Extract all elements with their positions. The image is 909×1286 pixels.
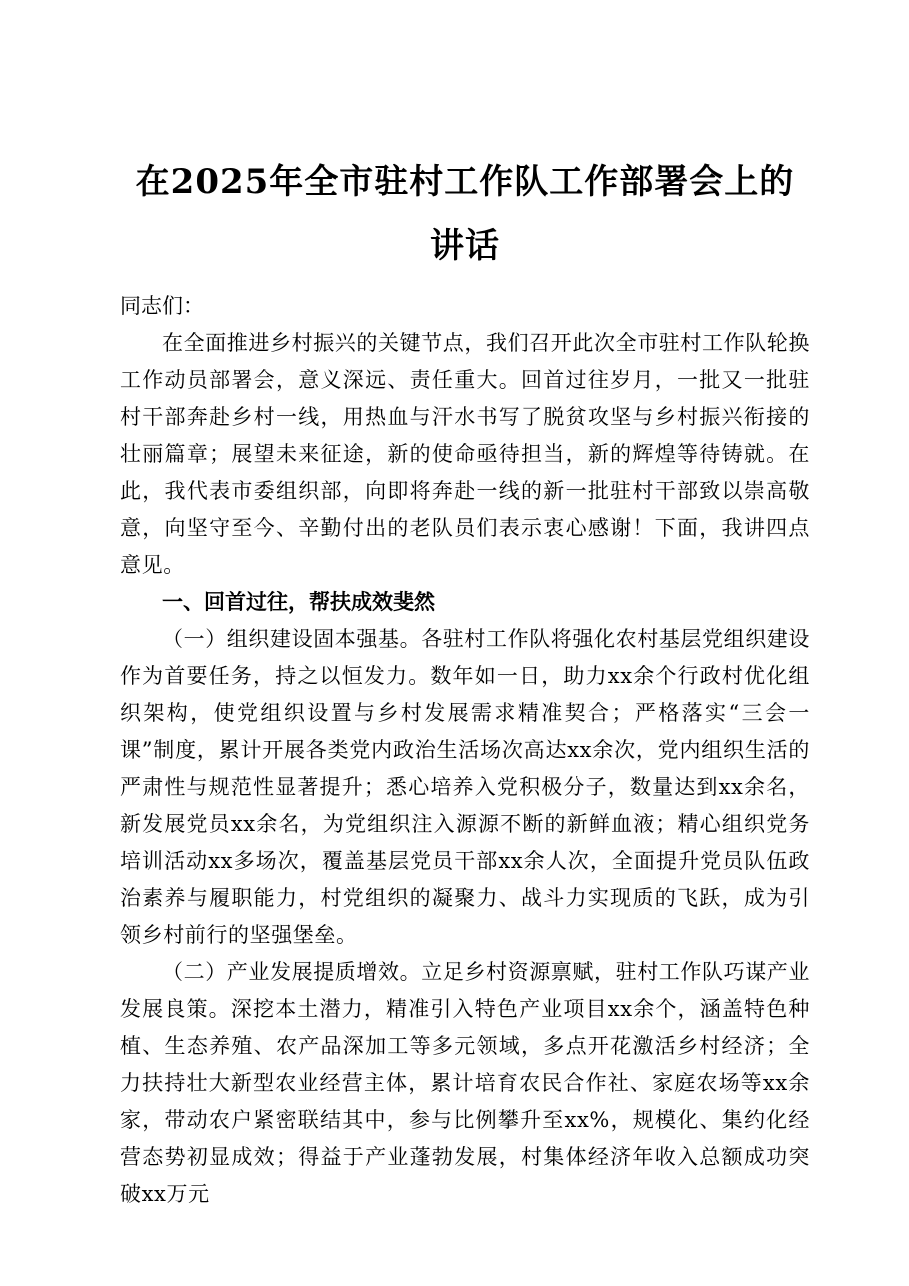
- subsection-1-title: （一）组织建设固本强基。: [162, 627, 422, 651]
- intro-paragraph: 在全面推进乡村振兴的关键节点，我们召开此次全市驻村工作队轮换工作动员部署会，意义深远、责任重大。回首过往岁月，一批又一批驻村干部奔赴乡村一线，用热血与汗水书写了脱贫攻坚与乡村振兴衔接的壮丽篇章；展望未来征途，新的使命亟待担当，新的辉煌等待铸就。在此，我代表市委组织部，向即将奔赴一线的新一批驻村干部致以崇高敬意，向坚守至今、辛勤付出的老队员们表示衷心感谢！下面，我讲四点意见。: [120, 331, 810, 577]
- document-page: [120, 150, 810, 1213]
- subsection-1-body: 各驻村工作队将强化农村基层党组织建设作为首要任务，持之以恒发力。数年如一日，助力xx余个行政村优化组织架构，使党组织设置与乡村发展需求精准契合；严格落实“三会一课”制度，累计开展各类党内政治生活场次高达xx余次，党内组织生活的严肃性与规范性显著提升；悉心培养入党积极分子，数量达到xx余名，新发展党员xx余名，为党组织注入源源不断的新鲜血液；精心组织党务培训活动xx多场次，覆盖基层党员干部xx余人次，全面提升党员队伍政治素养与履职能力，村党组织的凝聚力、战斗力实现质的飞跃，成为引领乡村前行的坚强堡垒。: [120, 627, 811, 947]
- subsection-2-paragraph: [120, 954, 810, 1213]
- subsection-2-title: （二）产业发展提质增效。: [162, 960, 422, 984]
- subsection-1-paragraph: [120, 621, 810, 954]
- section-heading-1: 一、回首过往，帮扶成效斐然: [162, 590, 435, 614]
- subsection-2-body: 立足乡村资源禀赋，驻村工作队巧谋产业发展良策。深挖本土潜力，精准引入特色产业项目xx余个，涵盖特色种植、生态养殖、农产品深加工等多元领域，多点开花激活乡村经济；全力扶持壮大新型农业经营主体，累计培育农民合作社、家庭农场等xx余家，带动农户紧密联结其中，参与比例攀升至xx%，规模化、集约化经营态势初显成效；得益于产业蓬勃发展，村集体经济年收入总额成功突破xx万元: [120, 960, 811, 1206]
- document-title: 在2025年全市驻村工作队工作部署会上的讲话: [135, 162, 795, 266]
- salutation: 同志们：: [120, 294, 204, 318]
